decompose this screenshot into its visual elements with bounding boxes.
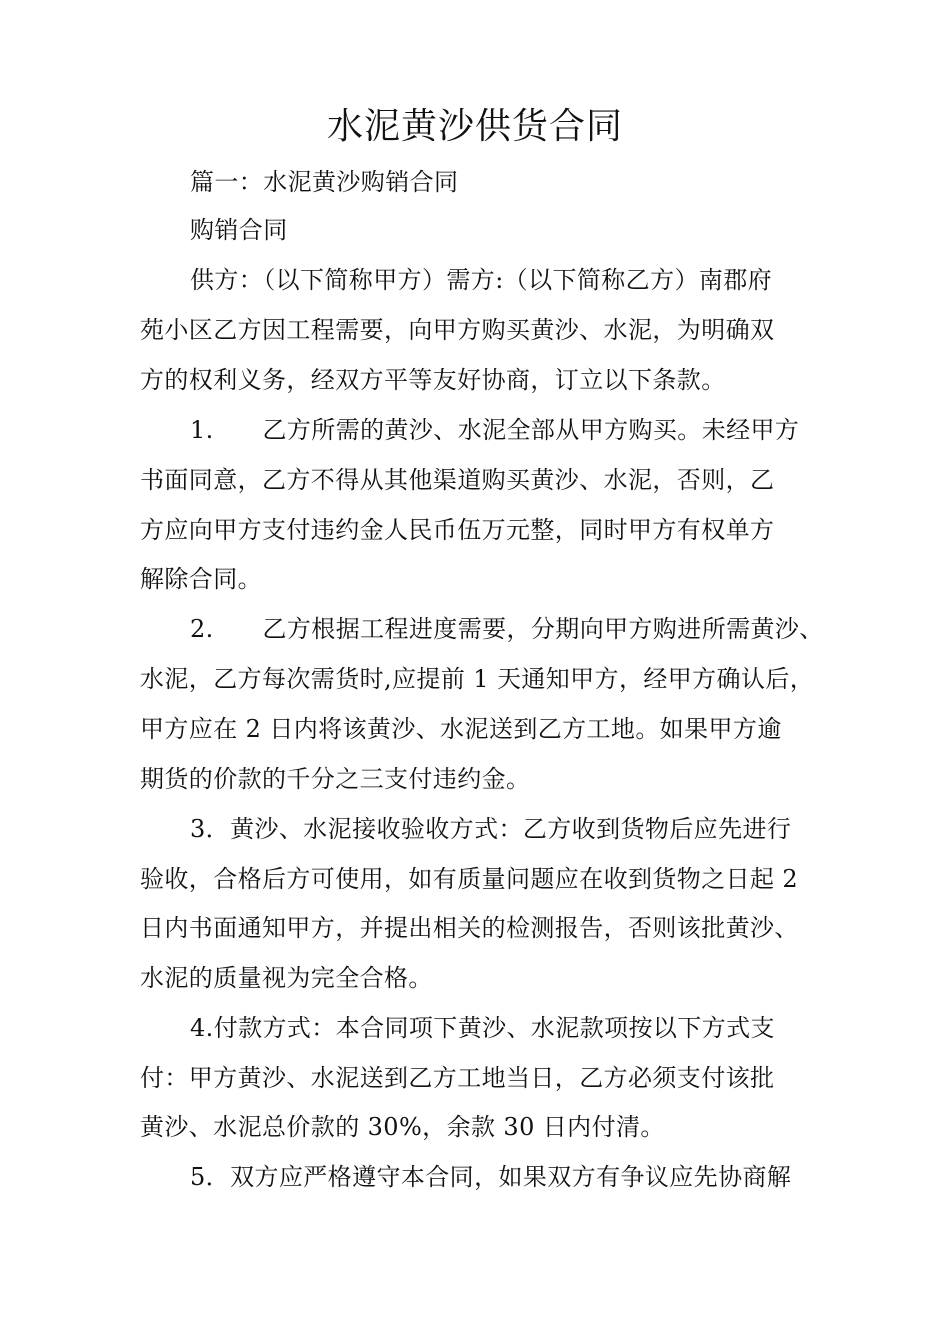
text-line: 方的权利义务，经双方平等友好协商，订立以下条款。 bbox=[140, 366, 726, 394]
text-line: 篇一：水泥黄沙购销合同 bbox=[190, 168, 459, 196]
text-line: 验收，合格后方可使用，如有质量问题应在收到货物之日起 2 bbox=[140, 865, 799, 893]
text-line: 1. 乙方所需的黄沙、水泥全部从甲方购买。未经甲方 bbox=[190, 416, 800, 444]
text-line: 书面同意，乙方不得从其他渠道购买黄沙、水泥，否则，乙 bbox=[140, 466, 775, 494]
text-line: 3．黄沙、水泥接收验收方式：乙方收到货物后应先进行 bbox=[190, 815, 792, 843]
document-title: 水泥黄沙供货合同 bbox=[326, 106, 623, 147]
text-line: 2. 乙方根据工程进度需要，分期向甲方购进所需黄沙、 bbox=[190, 615, 824, 643]
text-line: 付：甲方黄沙、水泥送到乙方工地当日，乙方必须支付该批 bbox=[140, 1064, 775, 1092]
text-line: 5．双方应严格遵守本合同，如果双方有争议应先协商解 bbox=[190, 1163, 792, 1191]
text-line: 甲方应在 2 日内将该黄沙、水泥送到乙方工地。如果甲方逾 bbox=[140, 715, 782, 743]
text-line: 日内书面通知甲方，并提出相关的检测报告，否则该批黄沙、 bbox=[140, 914, 799, 942]
text-line: 苑小区乙方因工程需要，向甲方购买黄沙、水泥，为明确双 bbox=[140, 316, 775, 344]
text-line: 解除合同。 bbox=[140, 565, 262, 593]
text-line: 购销合同 bbox=[190, 216, 288, 244]
text-line: 黄沙、水泥总价款的 30%，余款 30 日内付清。 bbox=[140, 1113, 665, 1141]
text-line: 期货的价款的千分之三支付违约金。 bbox=[140, 765, 531, 793]
text-line: 水泥的质量视为完全合格。 bbox=[140, 964, 433, 992]
text-line: 水泥，乙方每次需货时,应提前 1 天通知甲方，经甲方确认后， bbox=[140, 665, 815, 693]
text-line: 4.付款方式：本合同项下黄沙、水泥款项按以下方式支 bbox=[190, 1014, 775, 1042]
text-line: 方应向甲方支付违约金人民币伍万元整，同时甲方有权单方 bbox=[140, 516, 775, 544]
text-line: 供方：（以下简称甲方）需方:（以下简称乙方）南郡府 bbox=[190, 266, 773, 294]
